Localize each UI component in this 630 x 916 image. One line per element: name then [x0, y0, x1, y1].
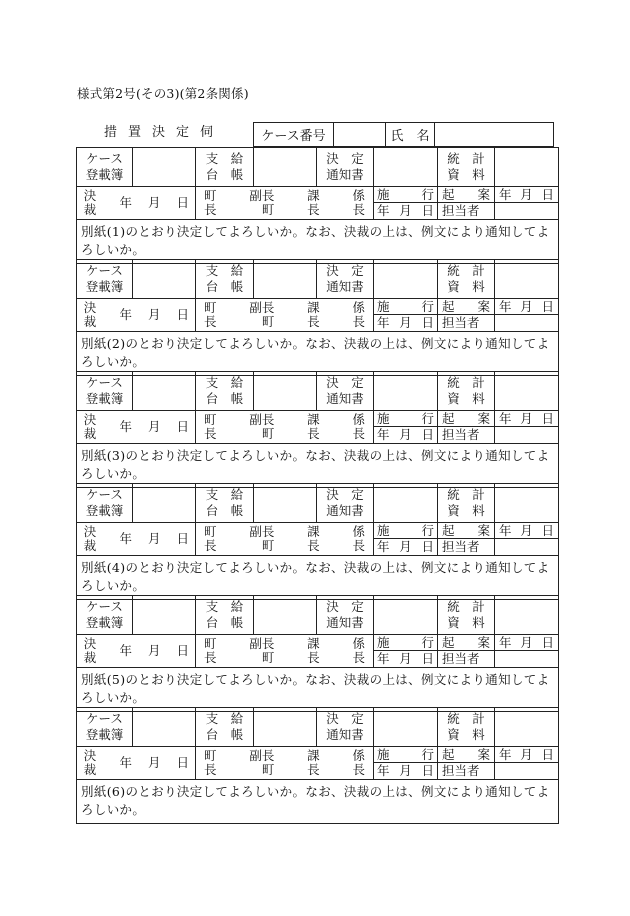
- draft-label: 起 案: [438, 747, 494, 763]
- enforce-cell[interactable]: [374, 747, 438, 780]
- person-in-charge-label: 担当者: [442, 427, 480, 442]
- approvers-cell[interactable]: [196, 411, 374, 444]
- draft-date: 年 月 日: [495, 187, 558, 203]
- staff-chief-label: 係 長: [352, 748, 365, 777]
- person-in-charge-label: 担当者: [442, 203, 480, 218]
- draft-date-cell[interactable]: [495, 411, 559, 444]
- kessai-date: 年 月 日: [119, 755, 189, 770]
- person-in-charge-field[interactable]: [495, 651, 558, 667]
- draft-date: 年 月 日: [495, 299, 558, 315]
- decision-notice-field[interactable]: [374, 372, 438, 411]
- decision-notice-field[interactable]: [374, 708, 438, 747]
- enforce-date: 年 月 日: [377, 651, 434, 666]
- statistics-label: 統 計 資 料: [438, 708, 495, 747]
- kessai-label: 決 裁: [83, 748, 97, 777]
- kessai-date: 年 月 日: [119, 643, 189, 658]
- decision-notice-field[interactable]: [374, 148, 438, 187]
- draft-date-cell[interactable]: [495, 635, 559, 668]
- payment-ledger-label: 支 給 台 帳: [196, 148, 254, 187]
- enforce-date: 年 月 日: [377, 427, 434, 442]
- kessai-cell[interactable]: [77, 635, 196, 668]
- name-label: 氏 名: [386, 123, 435, 147]
- draft-cell: [438, 411, 495, 444]
- section-chief-label: 課 長: [307, 748, 320, 777]
- kessai-cell[interactable]: [77, 299, 196, 332]
- draft-label: 起 案: [438, 635, 494, 651]
- block-note: 別紙(1)のとおり決定してよろしいか。なお、決裁の上は、例文により通知してよろしいか。: [77, 220, 559, 264]
- case-register-field[interactable]: [133, 148, 196, 187]
- case-register-label: ケース 登載簿: [77, 708, 133, 747]
- enforce-label: 施 行: [374, 187, 437, 203]
- draft-date: 年 月 日: [495, 411, 558, 427]
- draft-label: 起 案: [438, 187, 494, 203]
- enforce-cell[interactable]: [374, 187, 438, 220]
- payment-ledger-label: 支 給 台 帳: [196, 596, 254, 635]
- decision-notice-label: 決 定 通知書: [317, 596, 374, 635]
- decision-block-4: [76, 483, 559, 600]
- person-in-charge-field[interactable]: [495, 315, 558, 331]
- statistics-field[interactable]: [495, 372, 559, 411]
- payment-ledger-label: 支 給 台 帳: [196, 260, 254, 299]
- deputy-mayor-label: 副長 町: [249, 524, 275, 553]
- town-mayor-label: 町 長: [204, 636, 217, 665]
- town-mayor-label: 町 長: [204, 748, 217, 777]
- person-in-charge-field[interactable]: [495, 763, 558, 779]
- town-mayor-label: 町 長: [204, 412, 217, 441]
- deputy-mayor-label: 副長 町: [249, 300, 275, 329]
- kessai-cell[interactable]: [77, 411, 196, 444]
- statistics-label: 統 計 資 料: [438, 148, 495, 187]
- town-mayor-label: 町 長: [204, 300, 217, 329]
- person-in-charge-label: 担当者: [442, 539, 480, 554]
- name-field[interactable]: [435, 123, 554, 147]
- kessai-label: 決 裁: [83, 524, 97, 553]
- case-number-label: ケース番号: [254, 123, 334, 147]
- enforce-label: 施 行: [374, 523, 437, 539]
- draft-date-cell[interactable]: [495, 187, 559, 220]
- kessai-label: 決 裁: [83, 300, 97, 329]
- deputy-mayor-label: 副長 町: [249, 188, 275, 217]
- approvers-cell[interactable]: [196, 523, 374, 556]
- case-register-label: ケース 登載簿: [77, 260, 133, 299]
- enforce-cell[interactable]: [374, 523, 438, 556]
- section-chief-label: 課 長: [307, 300, 320, 329]
- deputy-mayor-label: 副長 町: [249, 412, 275, 441]
- person-in-charge-label: 担当者: [442, 651, 480, 666]
- person-in-charge-field[interactable]: [495, 539, 558, 555]
- payment-ledger-label: 支 給 台 帳: [196, 708, 254, 747]
- kessai-label: 決 裁: [83, 188, 97, 217]
- case-register-field[interactable]: [133, 260, 196, 299]
- decision-block-1: [76, 147, 559, 264]
- staff-chief-label: 係 長: [352, 300, 365, 329]
- statistics-field[interactable]: [495, 260, 559, 299]
- person-in-charge-label: 担当者: [442, 315, 480, 330]
- header-table: [253, 122, 554, 147]
- payment-ledger-field[interactable]: [254, 708, 317, 747]
- enforce-date: 年 月 日: [377, 539, 434, 554]
- statistics-label: 統 計 資 料: [438, 484, 495, 523]
- draft-date: 年 月 日: [495, 635, 558, 651]
- decision-notice-label: 決 定 通知書: [317, 372, 374, 411]
- decision-notice-field[interactable]: [374, 260, 438, 299]
- draft-cell: [438, 187, 495, 220]
- draft-cell: [438, 523, 495, 556]
- staff-chief-label: 係 長: [352, 188, 365, 217]
- draft-date-cell[interactable]: [495, 747, 559, 780]
- town-mayor-label: 町 長: [204, 524, 217, 553]
- statistics-label: 統 計 資 料: [438, 372, 495, 411]
- person-in-charge-field[interactable]: [495, 203, 558, 219]
- case-register-field[interactable]: [133, 596, 196, 635]
- kessai-date: 年 月 日: [119, 419, 189, 434]
- draft-label: 起 案: [438, 411, 494, 427]
- draft-cell: [438, 747, 495, 780]
- enforce-date: 年 月 日: [377, 763, 434, 778]
- block-note: 別紙(5)のとおり決定してよろしいか。なお、決裁の上は、例文により通知してよろしいか。: [77, 668, 559, 712]
- case-register-label: ケース 登載簿: [77, 484, 133, 523]
- approvers-cell[interactable]: [196, 747, 374, 780]
- payment-ledger-field[interactable]: [254, 148, 317, 187]
- case-register-label: ケース 登載簿: [77, 148, 133, 187]
- enforce-cell[interactable]: [374, 411, 438, 444]
- person-in-charge-label: 担当者: [442, 763, 480, 778]
- statistics-field[interactable]: [495, 596, 559, 635]
- case-register-label: ケース 登載簿: [77, 596, 133, 635]
- approvers-cell[interactable]: [196, 187, 374, 220]
- approvers-cell[interactable]: [196, 635, 374, 668]
- kessai-date: 年 月 日: [119, 195, 189, 210]
- decision-block-3: [76, 371, 559, 488]
- subtitle: 措 置 決 定 伺: [104, 125, 214, 140]
- enforce-date: 年 月 日: [377, 315, 434, 330]
- enforce-label: 施 行: [374, 747, 437, 763]
- kessai-date: 年 月 日: [119, 307, 189, 322]
- draft-label: 起 案: [438, 299, 494, 315]
- decision-block-5: [76, 595, 559, 712]
- kessai-cell[interactable]: [77, 523, 196, 556]
- draft-cell: [438, 299, 495, 332]
- draft-date-cell[interactable]: [495, 523, 559, 556]
- case-register-field[interactable]: [133, 708, 196, 747]
- decision-block-6: [76, 707, 559, 824]
- payment-ledger-field[interactable]: [254, 260, 317, 299]
- statistics-label: 統 計 資 料: [438, 596, 495, 635]
- enforce-label: 施 行: [374, 411, 437, 427]
- decision-notice-label: 決 定 通知書: [317, 148, 374, 187]
- statistics-field[interactable]: [495, 484, 559, 523]
- payment-ledger-field[interactable]: [254, 596, 317, 635]
- case-register-field[interactable]: [133, 372, 196, 411]
- case-register-field[interactable]: [133, 484, 196, 523]
- kessai-cell[interactable]: [77, 187, 196, 220]
- payment-ledger-field[interactable]: [254, 372, 317, 411]
- decision-notice-field[interactable]: [374, 484, 438, 523]
- section-chief-label: 課 長: [307, 524, 320, 553]
- enforce-label: 施 行: [374, 635, 437, 651]
- kessai-label: 決 裁: [83, 636, 97, 665]
- block-note: 別紙(3)のとおり決定してよろしいか。なお、決裁の上は、例文により通知してよろしいか。: [77, 444, 559, 488]
- statistics-label: 統 計 資 料: [438, 260, 495, 299]
- staff-chief-label: 係 長: [352, 412, 365, 441]
- staff-chief-label: 係 長: [352, 636, 365, 665]
- kessai-date: 年 月 日: [119, 531, 189, 546]
- draft-date: 年 月 日: [495, 523, 558, 539]
- enforce-cell[interactable]: [374, 299, 438, 332]
- block-note: 別紙(2)のとおり決定してよろしいか。なお、決裁の上は、例文により通知してよろしいか。: [77, 332, 559, 376]
- case-register-label: ケース 登載簿: [77, 372, 133, 411]
- decision-notice-label: 決 定 通知書: [317, 484, 374, 523]
- approvers-cell[interactable]: [196, 299, 374, 332]
- deputy-mayor-label: 副長 町: [249, 636, 275, 665]
- payment-ledger-label: 支 給 台 帳: [196, 372, 254, 411]
- decision-notice-label: 決 定 通知書: [317, 260, 374, 299]
- statistics-field[interactable]: [495, 708, 559, 747]
- decision-notice-field[interactable]: [374, 596, 438, 635]
- kessai-cell[interactable]: [77, 747, 196, 780]
- payment-ledger-field[interactable]: [254, 484, 317, 523]
- block-note: 別紙(6)のとおり決定してよろしいか。なお、決裁の上は、例文により通知してよろしいか。: [77, 780, 559, 824]
- section-chief-label: 課 長: [307, 636, 320, 665]
- case-number-field[interactable]: [334, 123, 386, 147]
- enforce-label: 施 行: [374, 299, 437, 315]
- decision-block-2: [76, 259, 559, 376]
- person-in-charge-field[interactable]: [495, 427, 558, 443]
- payment-ledger-label: 支 給 台 帳: [196, 484, 254, 523]
- block-note: 別紙(4)のとおり決定してよろしいか。なお、決裁の上は、例文により通知してよろしいか。: [77, 556, 559, 600]
- statistics-field[interactable]: [495, 148, 559, 187]
- staff-chief-label: 係 長: [352, 524, 365, 553]
- enforce-cell[interactable]: [374, 635, 438, 668]
- form-title: 様式第2号(その3)(第2条関係): [77, 86, 249, 101]
- draft-date: 年 月 日: [495, 747, 558, 763]
- kessai-label: 決 裁: [83, 412, 97, 441]
- draft-label: 起 案: [438, 523, 494, 539]
- draft-cell: [438, 635, 495, 668]
- deputy-mayor-label: 副長 町: [249, 748, 275, 777]
- decision-notice-label: 決 定 通知書: [317, 708, 374, 747]
- enforce-date: 年 月 日: [377, 203, 434, 218]
- town-mayor-label: 町 長: [204, 188, 217, 217]
- draft-date-cell[interactable]: [495, 299, 559, 332]
- section-chief-label: 課 長: [307, 412, 320, 441]
- section-chief-label: 課 長: [307, 188, 320, 217]
